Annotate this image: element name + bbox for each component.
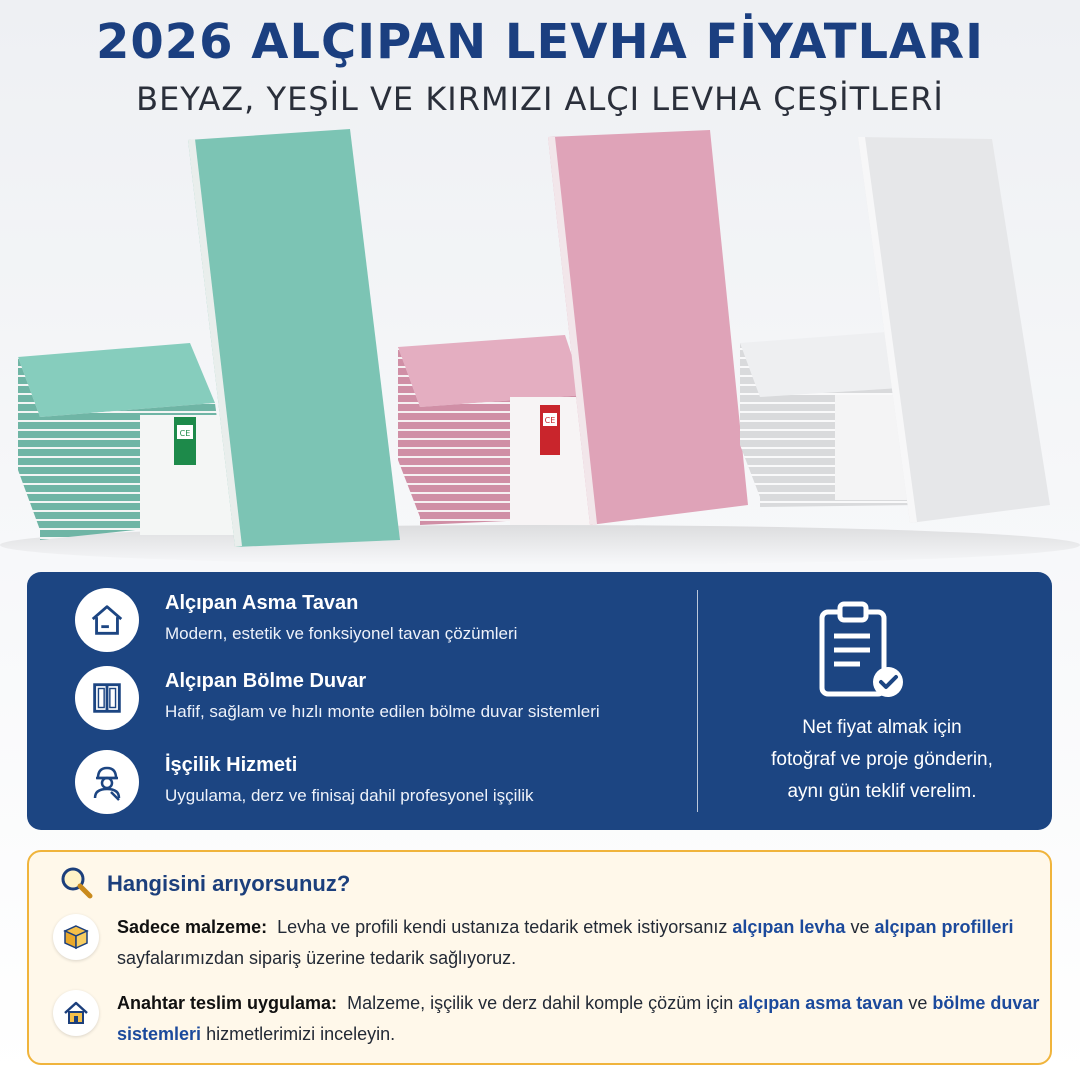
option-text bbox=[117, 912, 1047, 974]
service-item-iscilik[interactable] bbox=[75, 750, 695, 820]
option-body: Levha ve profili kendi ustanıza tedarik etmek istiyorsanız bbox=[277, 917, 728, 937]
clipboard-check-icon bbox=[812, 600, 912, 704]
cta-line: Net fiyat almak için bbox=[802, 717, 962, 738]
service-desc: Uygulama, derz ve finisaj dahil profesyonel işçilik bbox=[165, 786, 534, 805]
link-bolme-duvar[interactable]: bölme duvar sistemleri bbox=[117, 993, 1040, 1044]
cta-text bbox=[717, 712, 1047, 808]
page-subtitle: BEYAZ, YEŞİL VE KIRMIZI ALÇI LEVHA ÇEŞİTLERİ bbox=[136, 80, 944, 118]
option-lead: Sadece malzeme: bbox=[117, 917, 268, 937]
link-alcipan-levha[interactable]: alçıpan levha bbox=[732, 917, 846, 937]
question-box bbox=[27, 850, 1052, 1065]
house-icon bbox=[75, 588, 139, 652]
cta-line: aynı gün teklif verelim. bbox=[787, 781, 977, 802]
service-name: Alçıpan Asma Tavan bbox=[165, 592, 359, 614]
worker-icon bbox=[75, 750, 139, 814]
service-item-asma-tavan[interactable] bbox=[75, 588, 695, 658]
door-panel-icon bbox=[75, 666, 139, 730]
service-item-bolme-duvar[interactable] bbox=[75, 666, 695, 736]
link-alcipan-profilleri[interactable]: alçıpan profilleri bbox=[874, 917, 1014, 937]
option-body: Malzeme, işçilik ve derz dahil komple çözüm için bbox=[347, 993, 734, 1013]
option-body: hizmetlerimizi inceleyin. bbox=[206, 1024, 396, 1044]
option-body: sayfalarımızdan sipariş üzerine tedarik sağlıyoruz. bbox=[117, 948, 517, 968]
question-header bbox=[59, 866, 350, 902]
option-lead: Anahtar teslim uygulama: bbox=[117, 993, 338, 1013]
service-desc: Modern, estetik ve fonksiyonel tavan çözümleri bbox=[165, 624, 518, 643]
green-board-stack bbox=[18, 129, 400, 547]
white-board-stack bbox=[740, 137, 1050, 523]
service-name: İşçilik Hizmeti bbox=[165, 754, 298, 776]
ce-mark-pink: CE bbox=[544, 416, 556, 425]
option-body: ve bbox=[908, 993, 928, 1013]
pink-board-stack bbox=[398, 130, 748, 525]
product-scene bbox=[0, 125, 1080, 565]
ce-mark-green: CE bbox=[179, 429, 191, 438]
panel-divider bbox=[697, 590, 698, 812]
page-title: 2026 ALÇIPAN LEVHA FİYATLARI bbox=[95, 14, 984, 70]
link-asma-tavan[interactable]: alçıpan asma tavan bbox=[738, 993, 904, 1013]
option-body: ve bbox=[850, 917, 870, 937]
option-text bbox=[117, 988, 1047, 1050]
service-desc: Hafif, sağlam ve hızlı monte edilen bölme duvar sistemleri bbox=[165, 702, 600, 721]
home-icon bbox=[53, 990, 99, 1036]
cta-line: fotoğraf ve proje gönderin, bbox=[771, 749, 993, 770]
box-icon bbox=[53, 914, 99, 960]
search-icon bbox=[59, 865, 93, 903]
service-name: Alçıpan Bölme Duvar bbox=[165, 670, 367, 692]
services-panel bbox=[27, 572, 1052, 830]
question-title: Hangisini arıyorsunuz? bbox=[107, 871, 351, 896]
